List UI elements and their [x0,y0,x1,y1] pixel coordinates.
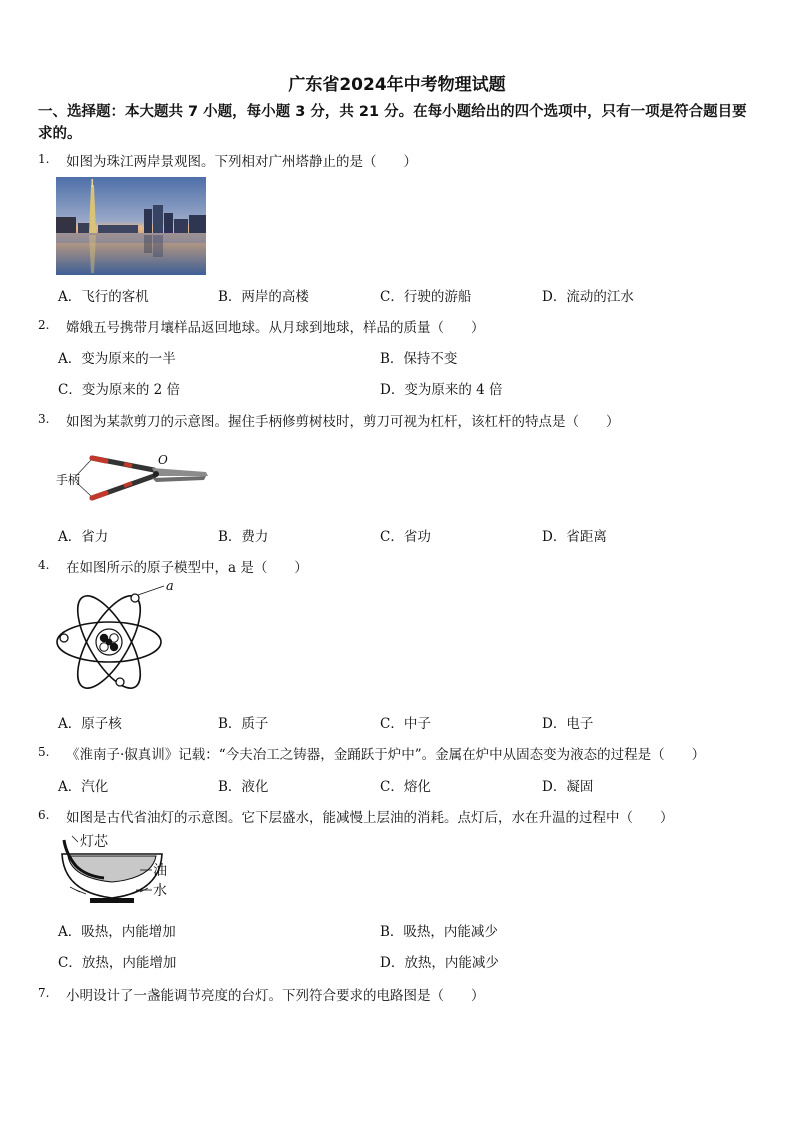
option-b: B．费力 [218,529,269,545]
oil-label: 油 [153,863,167,879]
question-number: 5. [38,745,50,759]
question-number: 2. [38,318,50,332]
option-c: C．变为原来的 2 倍 [58,382,181,398]
option-d: D．电子 [542,716,594,732]
option-d: D．变为原来的 4 倍 [380,382,503,398]
option-d: D．凝固 [542,779,594,795]
atom-model-diagram [52,578,182,698]
option-a: A．飞行的客机 [58,289,149,305]
question-text: 如图是古代省油灯的示意图。它下层盛水，能减慢上层油的消耗。点灯后，水在升温的过程中（ ） [66,810,674,826]
option-b: B．质子 [218,716,269,732]
question-text: 如图为珠江两岸景观图。下列相对广州塔静止的是（ ） [66,154,417,170]
wick-label: 灯芯 [80,834,108,850]
option-b: B．两岸的高楼 [218,289,309,305]
option-c: C．省功 [380,529,431,545]
question-number: 7. [38,986,50,1000]
question-number: 4. [38,558,50,572]
scissors-diagram [56,446,212,508]
option-d: D．流动的江水 [542,289,634,305]
question-text: 如图为某款剪刀的示意图。握住手柄修剪树枝时，剪刀可视为杠杆，该杠杆的特点是（ ） [66,414,620,430]
option-b: B．液化 [218,779,269,795]
handle-label: 手柄 [56,473,81,487]
question-text: 小明设计了一盏能调节亮度的台灯。下列符合要求的电路图是（ ） [66,988,485,1004]
option-a: A．原子核 [58,716,122,732]
pivot-label: O [158,453,168,467]
option-c: C．中子 [380,716,431,732]
option-b: B．吸热，内能减少 [380,924,498,940]
option-b: B．保持不变 [380,351,458,367]
option-c: C．行驶的游船 [380,289,472,305]
question-text: 《淮南子·俶真训》记载：“今夫冶工之铸器，金踊跃于炉中”。金属在炉中从固态变为液态的过程是（ ） [66,747,706,763]
oil-lamp-diagram [52,832,182,912]
question-text: 在如图所示的原子模型中，a 是（ ） [66,560,308,576]
section-heading: 一、选择题：本大题共 7 小题，每小题 3 分，共 21 分。在每小题给出的四个选项中，只有一项是符合题目要求的。 [38,104,747,142]
page-title: 广东省2024年中考物理试题 [288,75,506,95]
question-text: 嫦娥五号携带月壤样品返回地球。从月球到地球，样品的质量（ ） [66,320,485,336]
pearl-river-photo [56,177,206,275]
question-number: 6. [38,808,50,822]
option-d: D．省距离 [542,529,607,545]
option-a: A．吸热，内能增加 [58,924,176,940]
option-c: C．熔化 [380,779,431,795]
option-a: A．变为原来的一半 [58,351,176,367]
question-number: 3. [38,412,50,426]
option-c: C．放热，内能增加 [58,955,177,971]
electron-label-a: a [166,579,174,594]
question-number: 1. [38,152,50,166]
water-label: 水 [153,883,167,899]
option-a: A．汽化 [58,779,109,795]
option-a: A．省力 [58,529,109,545]
option-d: D．放热，内能减少 [380,955,499,971]
